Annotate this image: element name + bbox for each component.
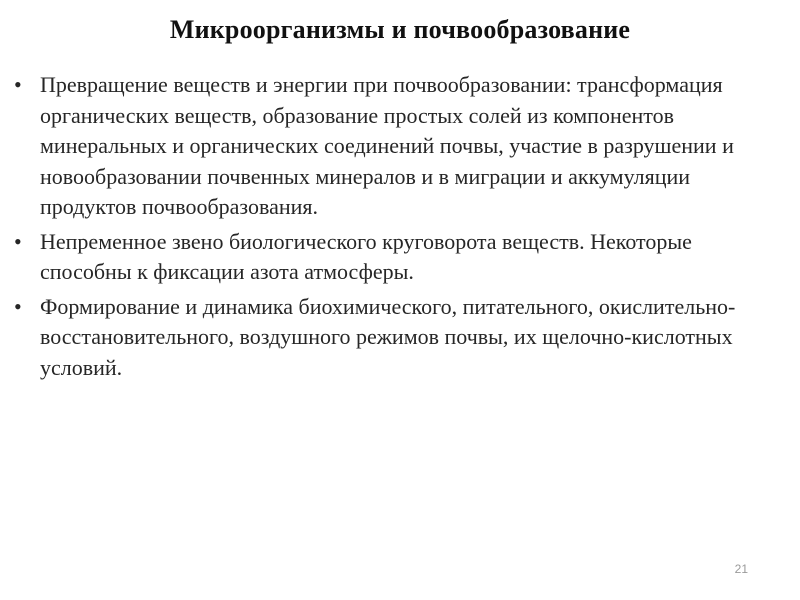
bullet-item: [14, 70, 784, 223]
bullet-text: Формирование и динамика биохимического, питательного, окислительно-восстановительного, воздушного режимов почвы, их щелочно-кислотных условий.: [40, 293, 736, 380]
bullet-item: [14, 292, 784, 384]
bullet-icon: •: [14, 72, 22, 97]
bullet-icon: •: [14, 228, 22, 254]
bullet-icon: •: [14, 293, 22, 319]
page-number: 21: [734, 562, 748, 576]
bullet-text: Превращение веществ и энергии при почвообразовании: трансформация органических веществ, образование простых солей из компонентов минеральных и органических соединений почвы, участие в разрушении и новообразовании почвенных минералов и в миграции и аккумуляции продуктов почвообразования.: [40, 72, 734, 219]
bullet-item: [14, 227, 784, 288]
slide-title: Микроорганизмы и почвообразование: [169, 15, 631, 44]
bullet-text: Непременное звено биологического круговорота веществ. Некоторые способны к фиксации азота атмосферы.: [40, 228, 692, 284]
bullet-list: [14, 70, 784, 387]
